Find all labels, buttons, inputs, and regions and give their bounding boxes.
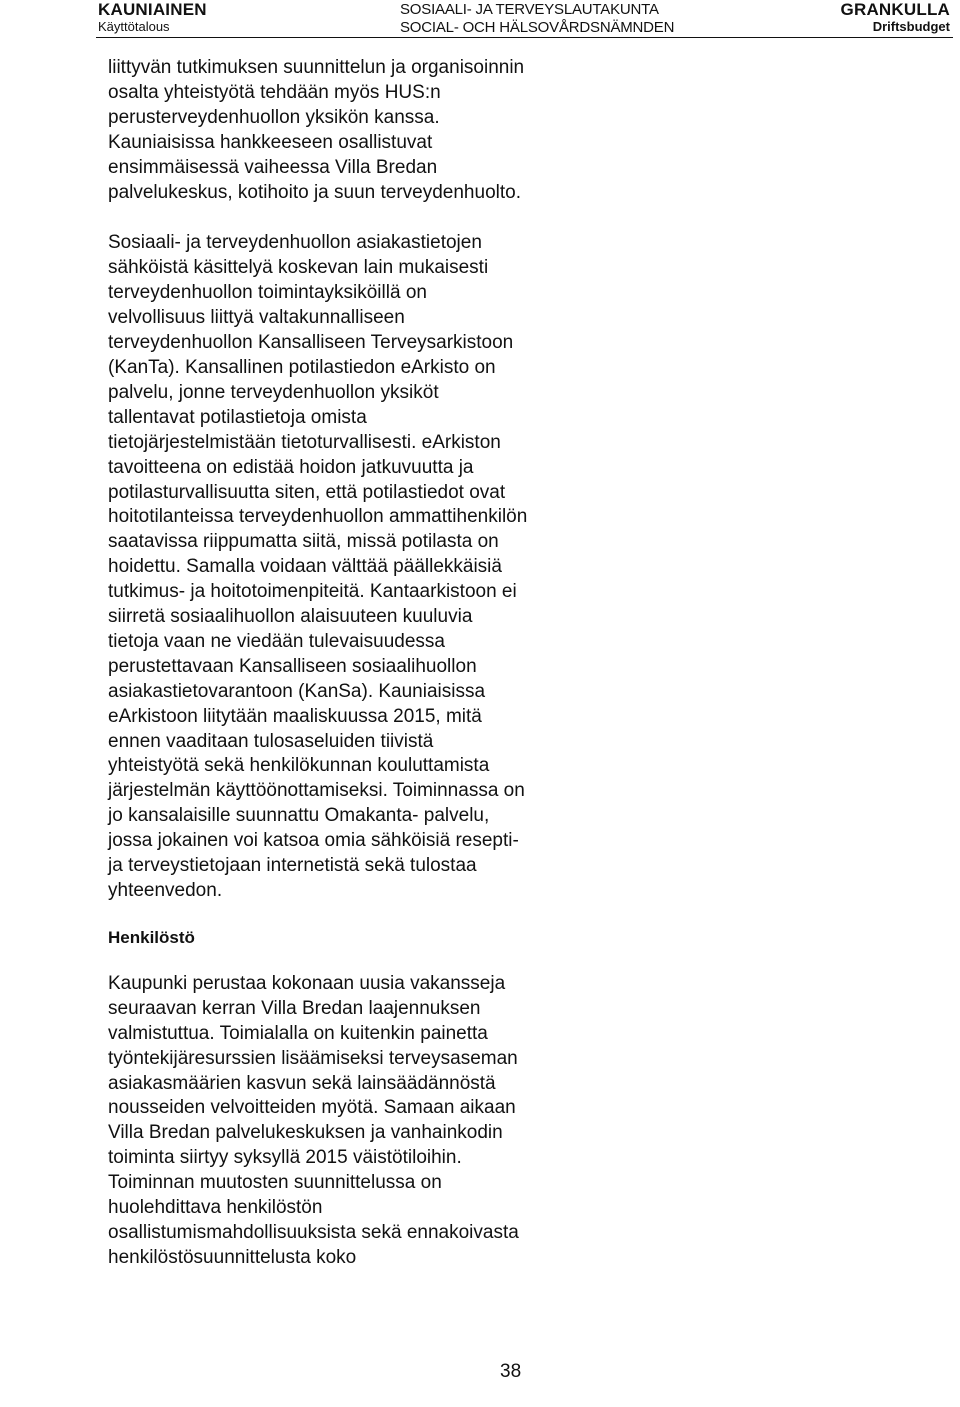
document-body — [108, 56, 528, 1271]
header-divider — [96, 37, 953, 38]
body-paragraph: Kaupunki perustaa kokonaan uusia vakansseja seuraavan kerran Villa Bredan laajennuksen valmistuttua. Toimialalla on kuitenkin painetta työntekijäresurssien lisäämiseksi terveysaseman asiakasmäärien kasvun sekä lainsäädännöstä nousseiden velvoitteiden myötä. Samaan aikaan Villa Bredan palvelukeskuksen ja vanhainkodin toiminta siirtyy syksyllä 2015 väistötiloihin. Toiminnan muutosten suunnittelussa on huolehdittava henkilöstön osallistumismahdollisuuksista sekä ennakoivasta henkilöstösuunnittelusta koko — [108, 972, 519, 1268]
header-center-block — [400, 2, 674, 35]
page-header — [0, 0, 960, 40]
budget-type-finnish: Käyttötalous — [98, 19, 170, 34]
municipality-name-swedish: GRANKULLA — [840, 0, 950, 19]
section-heading: Henkilöstö — [108, 927, 195, 947]
header-left-block — [98, 1, 207, 33]
budget-type-swedish: Driftsbudget — [872, 19, 950, 34]
page-number: 38 — [500, 1361, 522, 1382]
committee-name-swedish: SOCIAL- OCH HÄLSOVÅRDSNÄMNDEN — [400, 19, 675, 36]
municipality-name-finnish: KAUNIAINEN — [98, 0, 207, 19]
body-paragraph: liittyvän tutkimuksen suunnittelun ja organisoinnin osalta yhteistyötä tehdään myös HUS:n perusterveydenhuollon yksikön kanssa. Kauniaisissa hankkeeseen osallistuvat ensimmäisessä vaiheessa Villa Bredan palvelukeskus, kotihoito ja suun terveydenhuolto. — [108, 57, 525, 203]
header-right-block — [841, 1, 950, 33]
body-paragraph: Sosiaali- ja terveydenhuollon asiakastietojen sähköistä käsittelyä koskevan lain mukaisesti terveydenhuollon toimintayksiköillä on velvollisuus liittyä valtakunnalliseen terveydenhuollon Kansalliseen Terveysarkistoon (KanTa). Kansallinen potilastiedon eArkisto on palvelu, jonne terveydenhuollon yksiköt tallentavat potilastietoja omista tietojärjestelmistään tietoturvallisesti. eArkiston tavoitteena on edistää hoidon jatkuvuutta ja potilasturvallisuutta siten, että potilastiedot ovat hoitotilanteissa terveydenhuollon ammattihenkilön saatavissa riippumatta siitä, missä potilasta on hoidettu. Samalla voidaan välttää päällekkäisiä tutkimus- ja hoitotoimenpiteitä. Kantaarkistoon ei siirretä sosiaalihuollon alaisuuteen kuuluvia tietoja vaan ne viedään tulevaisuudessa perustettavaan Kansalliseen sosiaalihuollon asiakastietovarantoon (KanSa). Kauniaisissa eArkistoon liitytään maaliskuussa 2015, mitä ennen vaaditaan tulosaseluiden tiivistä yhteistyötä sekä henkilökunnan kouluttamista järjestelmän käyttöönottamiseksi. Toiminnassa on jo kansalaisille suunnattu Omakanta- palvelu, jossa jokainen voi katsoa omia sähköisiä resepti- ja terveystietojaan internetistä sekä tulostaa yhteenvedon. — [108, 232, 528, 901]
committee-name-finnish: SOSIAALI- JA TERVEYSLAUTAKUNTA — [400, 1, 659, 18]
